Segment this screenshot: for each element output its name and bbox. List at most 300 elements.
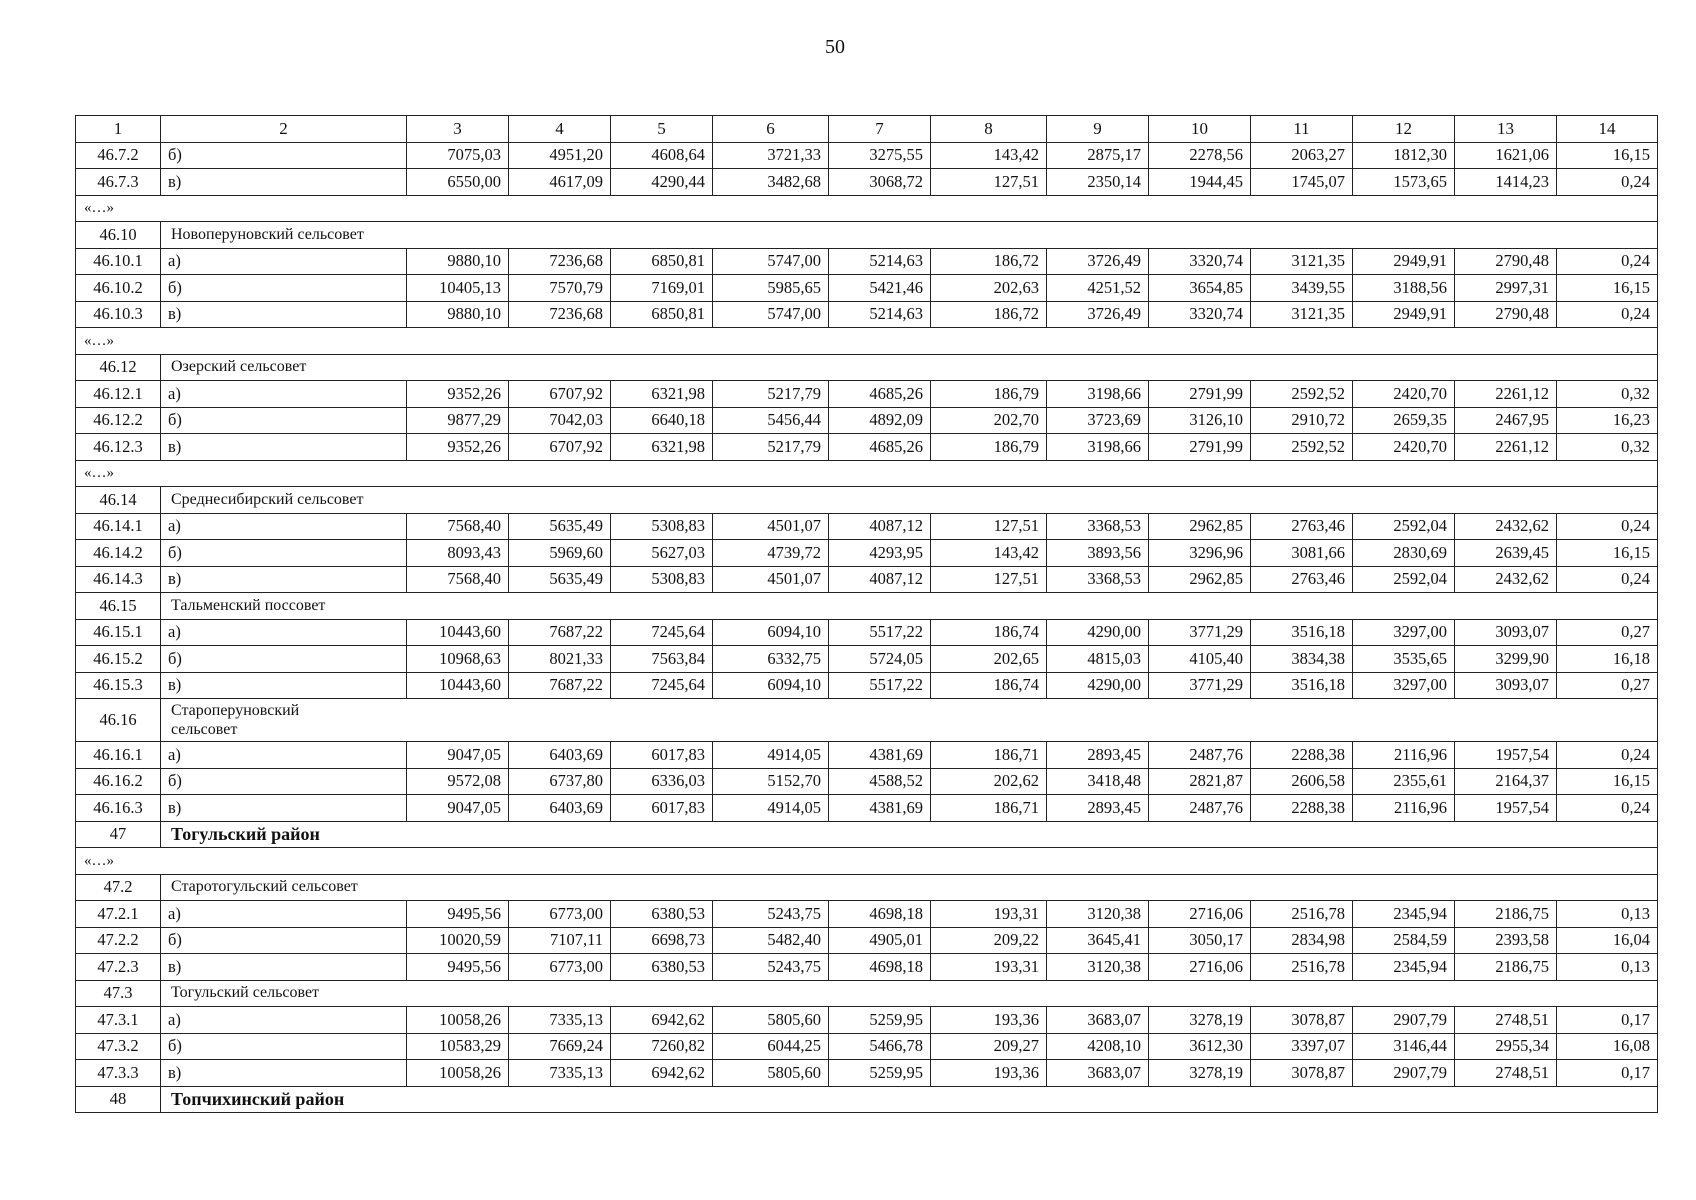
value-cell: 7107,11 <box>509 927 611 954</box>
value-cell: 3726,49 <box>1047 301 1149 328</box>
value-cell: 16,23 <box>1557 407 1658 434</box>
row-code-cell: 46.10.1 <box>76 248 161 275</box>
value-cell: 202,65 <box>931 646 1047 673</box>
value-cell: 3278,19 <box>1149 1007 1251 1034</box>
value-cell: 3198,66 <box>1047 381 1149 408</box>
row-code-cell: 46.16.2 <box>76 768 161 795</box>
value-cell: 7687,22 <box>509 672 611 699</box>
row-code-cell: 46.12.3 <box>76 434 161 461</box>
settlement-row <box>76 874 1658 901</box>
option-letter-cell: в) <box>161 954 407 981</box>
value-cell: 5724,05 <box>829 646 931 673</box>
value-cell: 5308,83 <box>611 566 713 593</box>
option-letter-cell: в) <box>161 795 407 822</box>
option-letter-cell: б) <box>161 1033 407 1060</box>
row-code-cell: 46.14.2 <box>76 540 161 567</box>
value-cell: 16,15 <box>1557 540 1658 567</box>
value-cell: 186,72 <box>931 301 1047 328</box>
value-cell: 5308,83 <box>611 513 713 540</box>
district-row <box>76 821 1658 848</box>
settlement-code: 46.12 <box>76 354 161 381</box>
row-code-cell: 46.12.1 <box>76 381 161 408</box>
value-cell: 193,36 <box>931 1060 1047 1087</box>
value-cell: 3482,68 <box>713 169 829 196</box>
value-cell: 2393,58 <box>1455 927 1557 954</box>
column-number-row <box>76 116 1658 143</box>
omission-row <box>76 195 1658 222</box>
value-cell: 6380,53 <box>611 901 713 928</box>
value-cell: 209,27 <box>931 1033 1047 1060</box>
value-cell: 3516,18 <box>1251 672 1353 699</box>
value-cell: 5243,75 <box>713 954 829 981</box>
value-cell: 2821,87 <box>1149 768 1251 795</box>
value-cell: 7236,68 <box>509 248 611 275</box>
table-row <box>76 1033 1658 1060</box>
table-row <box>76 275 1658 302</box>
settlement-name: Тогульский сельсовет <box>161 980 1658 1007</box>
value-cell: 6017,83 <box>611 742 713 769</box>
value-cell: 3093,07 <box>1455 619 1557 646</box>
option-letter-cell: а) <box>161 619 407 646</box>
settlement-code: 47.3 <box>76 980 161 1007</box>
settlement-row <box>76 980 1658 1007</box>
table-row <box>76 407 1658 434</box>
value-cell: 2875,17 <box>1047 142 1149 169</box>
value-cell: 193,36 <box>931 1007 1047 1034</box>
value-cell: 2790,48 <box>1455 248 1557 275</box>
value-cell: 3535,65 <box>1353 646 1455 673</box>
value-cell: 6321,98 <box>611 381 713 408</box>
value-cell: 4892,09 <box>829 407 931 434</box>
value-cell: 3771,29 <box>1149 672 1251 699</box>
value-cell: 4905,01 <box>829 927 931 954</box>
option-letter-cell: в) <box>161 566 407 593</box>
value-cell: 6017,83 <box>611 795 713 822</box>
value-cell: 0,24 <box>1557 742 1658 769</box>
value-cell: 2467,95 <box>1455 407 1557 434</box>
value-cell: 3275,55 <box>829 142 931 169</box>
district-row <box>76 1086 1658 1113</box>
value-cell: 0,24 <box>1557 248 1658 275</box>
column-number-cell: 4 <box>509 116 611 143</box>
option-letter-cell: б) <box>161 275 407 302</box>
table-row <box>76 768 1658 795</box>
value-cell: 10583,29 <box>407 1033 509 1060</box>
value-cell: 3320,74 <box>1149 301 1251 328</box>
value-cell: 5214,63 <box>829 301 931 328</box>
value-cell: 6942,62 <box>611 1007 713 1034</box>
value-cell: 2516,78 <box>1251 901 1353 928</box>
value-cell: 3121,35 <box>1251 248 1353 275</box>
value-cell: 2420,70 <box>1353 434 1455 461</box>
table-row <box>76 540 1658 567</box>
value-cell: 3198,66 <box>1047 434 1149 461</box>
value-cell: 2584,59 <box>1353 927 1455 954</box>
value-cell: 4951,20 <box>509 142 611 169</box>
value-cell: 0,32 <box>1557 434 1658 461</box>
row-code-cell: 46.10.3 <box>76 301 161 328</box>
value-cell: 10058,26 <box>407 1060 509 1087</box>
option-letter-cell: б) <box>161 142 407 169</box>
value-cell: 6044,25 <box>713 1033 829 1060</box>
omission-mark: «…» <box>76 460 1658 487</box>
column-number-cell: 8 <box>931 116 1047 143</box>
value-cell: 2763,46 <box>1251 566 1353 593</box>
value-cell: 2639,45 <box>1455 540 1557 567</box>
option-letter-cell: в) <box>161 169 407 196</box>
column-number-cell: 12 <box>1353 116 1455 143</box>
value-cell: 3121,35 <box>1251 301 1353 328</box>
value-cell: 4293,95 <box>829 540 931 567</box>
table-body <box>76 116 1658 1113</box>
value-cell: 186,71 <box>931 742 1047 769</box>
option-letter-cell: б) <box>161 540 407 567</box>
value-cell: 127,51 <box>931 566 1047 593</box>
column-number-cell: 3 <box>407 116 509 143</box>
value-cell: 4105,40 <box>1149 646 1251 673</box>
value-cell: 2834,98 <box>1251 927 1353 954</box>
value-cell: 3093,07 <box>1455 672 1557 699</box>
settlement-row <box>76 593 1658 620</box>
value-cell: 2606,58 <box>1251 768 1353 795</box>
option-letter-cell: б) <box>161 407 407 434</box>
value-cell: 6380,53 <box>611 954 713 981</box>
value-cell: 2748,51 <box>1455 1060 1557 1087</box>
value-cell: 3516,18 <box>1251 619 1353 646</box>
settlement-code: 47.2 <box>76 874 161 901</box>
value-cell: 4381,69 <box>829 795 931 822</box>
table-row <box>76 901 1658 928</box>
settlement-name: Новоперуновский сельсовет <box>161 222 1658 249</box>
value-cell: 16,15 <box>1557 275 1658 302</box>
value-cell: 2278,56 <box>1149 142 1251 169</box>
value-cell: 3834,38 <box>1251 646 1353 673</box>
value-cell: 2355,61 <box>1353 768 1455 795</box>
value-cell: 1944,45 <box>1149 169 1251 196</box>
value-cell: 3146,44 <box>1353 1033 1455 1060</box>
omission-mark: «…» <box>76 848 1658 875</box>
value-cell: 2288,38 <box>1251 795 1353 822</box>
row-code-cell: 46.16.3 <box>76 795 161 822</box>
row-code-cell: 46.14.3 <box>76 566 161 593</box>
omission-mark: «…» <box>76 195 1658 222</box>
value-cell: 7245,64 <box>611 619 713 646</box>
value-cell: 0,24 <box>1557 301 1658 328</box>
value-cell: 7687,22 <box>509 619 611 646</box>
value-cell: 186,72 <box>931 248 1047 275</box>
value-cell: 9880,10 <box>407 248 509 275</box>
table-row <box>76 381 1658 408</box>
option-letter-cell: б) <box>161 646 407 673</box>
option-letter-cell: а) <box>161 381 407 408</box>
value-cell: 2487,76 <box>1149 795 1251 822</box>
value-cell: 0,27 <box>1557 619 1658 646</box>
district-code: 48 <box>76 1086 161 1113</box>
option-letter-cell: в) <box>161 1060 407 1087</box>
option-letter-cell: б) <box>161 927 407 954</box>
value-cell: 3120,38 <box>1047 954 1149 981</box>
value-cell: 2907,79 <box>1353 1007 1455 1034</box>
value-cell: 3654,85 <box>1149 275 1251 302</box>
value-cell: 6094,10 <box>713 672 829 699</box>
value-cell: 3078,87 <box>1251 1007 1353 1034</box>
value-cell: 202,70 <box>931 407 1047 434</box>
table-row <box>76 742 1658 769</box>
value-cell: 2420,70 <box>1353 381 1455 408</box>
value-cell: 3299,90 <box>1455 646 1557 673</box>
value-cell: 2432,62 <box>1455 513 1557 540</box>
value-cell: 186,79 <box>931 381 1047 408</box>
column-number-cell: 11 <box>1251 116 1353 143</box>
tariff-table <box>75 115 1658 1113</box>
value-cell: 0,27 <box>1557 672 1658 699</box>
table-row <box>76 646 1658 673</box>
value-cell: 3721,33 <box>713 142 829 169</box>
settlement-row <box>76 222 1658 249</box>
value-cell: 2748,51 <box>1455 1007 1557 1034</box>
settlement-code: 46.16 <box>76 699 161 742</box>
value-cell: 3068,72 <box>829 169 931 196</box>
value-cell: 1957,54 <box>1455 795 1557 822</box>
value-cell: 4739,72 <box>713 540 829 567</box>
option-letter-cell: а) <box>161 513 407 540</box>
value-cell: 1957,54 <box>1455 742 1557 769</box>
value-cell: 209,22 <box>931 927 1047 954</box>
value-cell: 2516,78 <box>1251 954 1353 981</box>
value-cell: 193,31 <box>931 954 1047 981</box>
value-cell: 8021,33 <box>509 646 611 673</box>
table-row <box>76 795 1658 822</box>
value-cell: 9880,10 <box>407 301 509 328</box>
settlement-name: Среднесибирский сельсовет <box>161 487 1658 514</box>
value-cell: 4381,69 <box>829 742 931 769</box>
value-cell: 1812,30 <box>1353 142 1455 169</box>
value-cell: 9047,05 <box>407 742 509 769</box>
value-cell: 1745,07 <box>1251 169 1353 196</box>
value-cell: 10058,26 <box>407 1007 509 1034</box>
value-cell: 186,79 <box>931 434 1047 461</box>
value-cell: 5805,60 <box>713 1060 829 1087</box>
value-cell: 2116,96 <box>1353 742 1455 769</box>
value-cell: 6640,18 <box>611 407 713 434</box>
value-cell: 2261,12 <box>1455 381 1557 408</box>
value-cell: 9877,29 <box>407 407 509 434</box>
value-cell: 9495,56 <box>407 954 509 981</box>
value-cell: 4698,18 <box>829 954 931 981</box>
value-cell: 3126,10 <box>1149 407 1251 434</box>
value-cell: 2592,04 <box>1353 513 1455 540</box>
value-cell: 3081,66 <box>1251 540 1353 567</box>
value-cell: 10443,60 <box>407 619 509 646</box>
value-cell: 0,17 <box>1557 1007 1658 1034</box>
row-code-cell: 46.14.1 <box>76 513 161 540</box>
value-cell: 2350,14 <box>1047 169 1149 196</box>
value-cell: 2261,12 <box>1455 434 1557 461</box>
value-cell: 1414,23 <box>1455 169 1557 196</box>
value-cell: 2592,52 <box>1251 381 1353 408</box>
value-cell: 2432,62 <box>1455 566 1557 593</box>
value-cell: 2962,85 <box>1149 513 1251 540</box>
value-cell: 186,71 <box>931 795 1047 822</box>
row-code-cell: 46.7.2 <box>76 142 161 169</box>
value-cell: 5243,75 <box>713 901 829 928</box>
value-cell: 10405,13 <box>407 275 509 302</box>
value-cell: 5214,63 <box>829 248 931 275</box>
value-cell: 2716,06 <box>1149 901 1251 928</box>
value-cell: 2592,52 <box>1251 434 1353 461</box>
value-cell: 2186,75 <box>1455 901 1557 928</box>
value-cell: 4087,12 <box>829 513 931 540</box>
value-cell: 4290,00 <box>1047 619 1149 646</box>
column-number-cell: 7 <box>829 116 931 143</box>
option-letter-cell: а) <box>161 1007 407 1034</box>
value-cell: 127,51 <box>931 169 1047 196</box>
value-cell: 3278,19 <box>1149 1060 1251 1087</box>
value-cell: 2592,04 <box>1353 566 1455 593</box>
value-cell: 2997,31 <box>1455 275 1557 302</box>
value-cell: 3188,56 <box>1353 275 1455 302</box>
value-cell: 6737,80 <box>509 768 611 795</box>
value-cell: 3645,41 <box>1047 927 1149 954</box>
value-cell: 7570,79 <box>509 275 611 302</box>
value-cell: 4685,26 <box>829 434 931 461</box>
table-row <box>76 169 1658 196</box>
option-letter-cell: в) <box>161 434 407 461</box>
value-cell: 7669,24 <box>509 1033 611 1060</box>
value-cell: 4698,18 <box>829 901 931 928</box>
column-number-cell: 10 <box>1149 116 1251 143</box>
table-row <box>76 954 1658 981</box>
value-cell: 3120,38 <box>1047 901 1149 928</box>
row-code-cell: 46.12.2 <box>76 407 161 434</box>
settlement-name: Тальменский поссовет <box>161 593 1658 620</box>
option-letter-cell: а) <box>161 248 407 275</box>
value-cell: 6332,75 <box>713 646 829 673</box>
value-cell: 3320,74 <box>1149 248 1251 275</box>
value-cell: 7335,13 <box>509 1007 611 1034</box>
value-cell: 5259,95 <box>829 1007 931 1034</box>
value-cell: 3050,17 <box>1149 927 1251 954</box>
value-cell: 6942,62 <box>611 1060 713 1087</box>
value-cell: 16,18 <box>1557 646 1658 673</box>
value-cell: 0,13 <box>1557 954 1658 981</box>
value-cell: 2893,45 <box>1047 795 1149 822</box>
value-cell: 3368,53 <box>1047 566 1149 593</box>
value-cell: 7568,40 <box>407 566 509 593</box>
value-cell: 2164,37 <box>1455 768 1557 795</box>
value-cell: 5635,49 <box>509 513 611 540</box>
option-letter-cell: в) <box>161 672 407 699</box>
row-code-cell: 47.3.3 <box>76 1060 161 1087</box>
settlement-code: 46.10 <box>76 222 161 249</box>
value-cell: 193,31 <box>931 901 1047 928</box>
value-cell: 0,17 <box>1557 1060 1658 1087</box>
value-cell: 9495,56 <box>407 901 509 928</box>
value-cell: 4501,07 <box>713 513 829 540</box>
value-cell: 5805,60 <box>713 1007 829 1034</box>
value-cell: 202,62 <box>931 768 1047 795</box>
value-cell: 0,32 <box>1557 381 1658 408</box>
value-cell: 10020,59 <box>407 927 509 954</box>
value-cell: 10443,60 <box>407 672 509 699</box>
row-code-cell: 47.3.2 <box>76 1033 161 1060</box>
value-cell: 143,42 <box>931 540 1047 567</box>
value-cell: 202,63 <box>931 275 1047 302</box>
settlement-row <box>76 487 1658 514</box>
omission-mark: «…» <box>76 328 1658 355</box>
value-cell: 5969,60 <box>509 540 611 567</box>
settlement-row <box>76 354 1658 381</box>
page-number: 50 <box>825 36 845 58</box>
value-cell: 5635,49 <box>509 566 611 593</box>
value-cell: 2791,99 <box>1149 434 1251 461</box>
table-row <box>76 619 1658 646</box>
row-code-cell: 46.10.2 <box>76 275 161 302</box>
table-row <box>76 1007 1658 1034</box>
value-cell: 5517,22 <box>829 672 931 699</box>
value-cell: 0,13 <box>1557 901 1658 928</box>
row-code-cell: 46.15.2 <box>76 646 161 673</box>
value-cell: 2063,27 <box>1251 142 1353 169</box>
settlement-row <box>76 699 1658 742</box>
value-cell: 5217,79 <box>713 381 829 408</box>
value-cell: 6850,81 <box>611 301 713 328</box>
value-cell: 7169,01 <box>611 275 713 302</box>
value-cell: 6403,69 <box>509 742 611 769</box>
value-cell: 4815,03 <box>1047 646 1149 673</box>
value-cell: 16,08 <box>1557 1033 1658 1060</box>
value-cell: 4617,09 <box>509 169 611 196</box>
value-cell: 6336,03 <box>611 768 713 795</box>
value-cell: 8093,43 <box>407 540 509 567</box>
value-cell: 5466,78 <box>829 1033 931 1060</box>
option-letter-cell: в) <box>161 301 407 328</box>
value-cell: 4914,05 <box>713 795 829 822</box>
value-cell: 6550,00 <box>407 169 509 196</box>
value-cell: 4251,52 <box>1047 275 1149 302</box>
value-cell: 5985,65 <box>713 275 829 302</box>
table-row <box>76 672 1658 699</box>
value-cell: 7042,03 <box>509 407 611 434</box>
value-cell: 4588,52 <box>829 768 931 795</box>
value-cell: 2955,34 <box>1455 1033 1557 1060</box>
value-cell: 3723,69 <box>1047 407 1149 434</box>
value-cell: 3078,87 <box>1251 1060 1353 1087</box>
value-cell: 3418,48 <box>1047 768 1149 795</box>
value-cell: 186,74 <box>931 672 1047 699</box>
value-cell: 0,24 <box>1557 566 1658 593</box>
settlement-code: 46.15 <box>76 593 161 620</box>
row-code-cell: 47.2.1 <box>76 901 161 928</box>
value-cell: 2962,85 <box>1149 566 1251 593</box>
column-number-cell: 2 <box>161 116 407 143</box>
value-cell: 2116,96 <box>1353 795 1455 822</box>
settlement-code: 46.14 <box>76 487 161 514</box>
value-cell: 3683,07 <box>1047 1060 1149 1087</box>
value-cell: 7568,40 <box>407 513 509 540</box>
table-row <box>76 1060 1658 1087</box>
table-row <box>76 142 1658 169</box>
value-cell: 2949,91 <box>1353 301 1455 328</box>
value-cell: 3296,96 <box>1149 540 1251 567</box>
value-cell: 9352,26 <box>407 434 509 461</box>
value-cell: 2763,46 <box>1251 513 1353 540</box>
value-cell: 3683,07 <box>1047 1007 1149 1034</box>
table-row <box>76 248 1658 275</box>
value-cell: 6850,81 <box>611 248 713 275</box>
value-cell: 3297,00 <box>1353 672 1455 699</box>
value-cell: 4685,26 <box>829 381 931 408</box>
